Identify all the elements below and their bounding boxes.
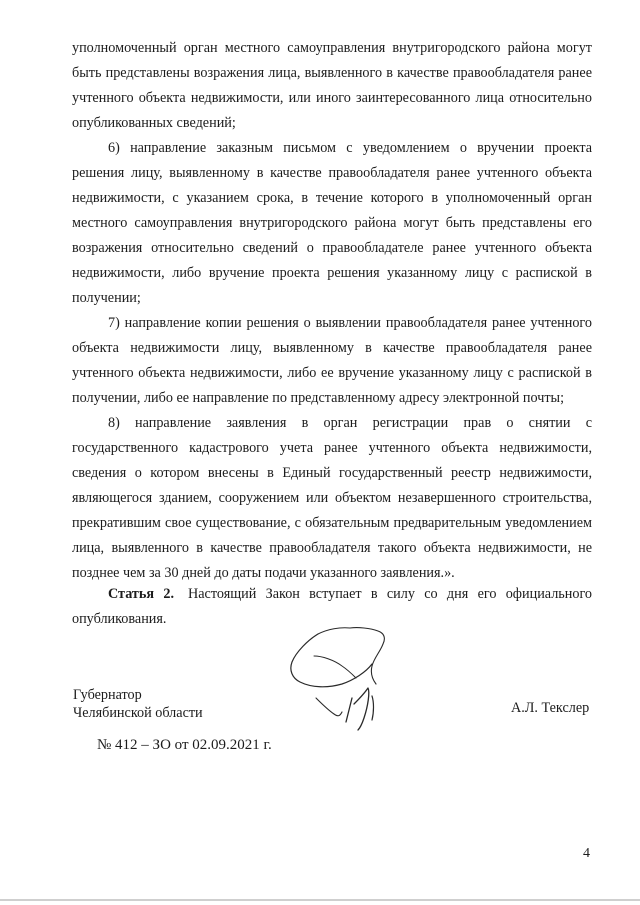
governor-title-line1: Губернатор bbox=[73, 687, 142, 703]
page-number: 4 bbox=[583, 846, 590, 861]
governor-title bbox=[73, 686, 203, 722]
governor-name: А.Л. Текслер bbox=[511, 700, 590, 716]
paragraph-continuation: уполномоченный орган местного самоуправления внутригородского района могут быть представлены возражения лица, выявленного в качестве правообладателя ранее учтенного объекта недвижимости, или иного заинтересованного лица относительно опубликованных сведений; bbox=[72, 40, 592, 131]
governor-signature bbox=[288, 622, 398, 734]
governor-title-line2: Челябинской области bbox=[73, 705, 203, 721]
paragraph-item-6: 6) направление заказным письмом с уведомлением о вручении проекта решения лицу, выявленному в качестве правообладателя ранее учтенного объекта недвижимости, с указанием срока, в течение которого в уполномоченный орган местного самоуправления внутригородского района могут быть представлены его возражения относительно сведений о правообладателе ранее учтенного объекта недвижимости, либо вручение проекта решения указанному лицу с распиской в получении; bbox=[72, 140, 592, 306]
law-number-date: № 412 – ЗО от 02.09.2021 г. bbox=[97, 737, 272, 753]
article-heading: Статья 2. bbox=[108, 586, 175, 602]
body-text bbox=[72, 36, 592, 586]
paragraph-item-8: 8) направление заявления в орган регистрации прав о снятии с государственного кадастрового учета ранее учтенного объекта недвижимости, сведения о котором внесены в Единый государственный реестр недвижимости, являющегося зданием, сооружением или объектом незавершенного строительства, прекратившим свое существование, с обязательным предварительным уведомлением лица, выявленного в качестве правообладателя такого объекта недвижимости, не позднее чем за 30 дней до даты подачи указанного заявления.». bbox=[72, 415, 592, 581]
page-bottom-edge bbox=[0, 899, 640, 901]
article-text: Настоящий Закон вступает в силу со дня его официального опубликования. bbox=[72, 586, 592, 627]
paragraph-item-7: 7) направление копии решения о выявлении правообладателя ранее учтенного объекта недвижимости лицу, выявленному в качестве правообладателя ранее учтенного объекта недвижимости, либо ее вручение указанному лицу с распиской в получении, либо ее направление по представленному адресу электронной почты; bbox=[72, 315, 592, 406]
